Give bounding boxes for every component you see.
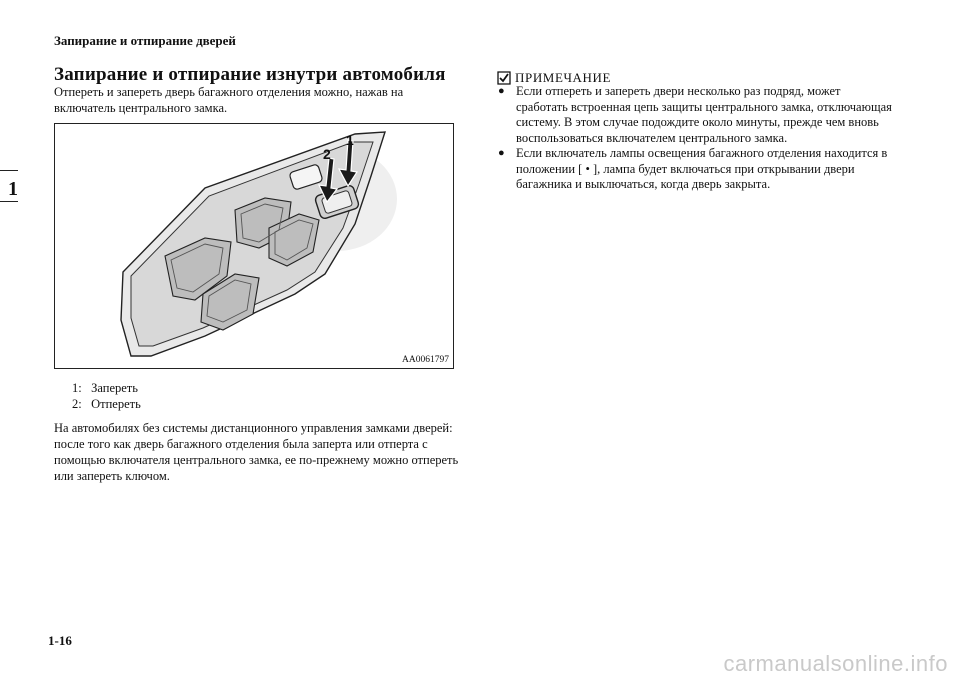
note-list bbox=[498, 84, 893, 193]
intro-text: Отпереть и запереть дверь багажного отделения можно, нажав на включатель центрального замка. bbox=[54, 85, 404, 115]
chapter-number: 1 bbox=[8, 178, 18, 200]
running-header: Запирание и отпирание дверей bbox=[54, 33, 236, 48]
door-switch-illustration bbox=[54, 123, 454, 369]
legend-item-lock: 1: Запереть bbox=[72, 381, 138, 395]
callout-1: 1 bbox=[346, 132, 354, 148]
watermark: carmanualsonline.info bbox=[723, 651, 948, 676]
bullet-icon: ● bbox=[498, 85, 505, 97]
page-number: 1-16 bbox=[48, 633, 72, 648]
bullet-icon: ● bbox=[498, 147, 505, 159]
switch-panel-drawing bbox=[55, 124, 455, 370]
figure-code: AA0061797 bbox=[402, 355, 449, 365]
note-heading: ПРИМЕЧАНИЕ bbox=[497, 70, 611, 86]
figure-legend bbox=[72, 380, 141, 412]
note-item: ● Если включатель лампы освещения багажного отделения находится в положении [ • ], лампа будет включаться при открывании двери багажника и выключаться, когда дверь закрыта. bbox=[498, 146, 888, 191]
body-paragraph: На автомобилях без системы дистанционного управления замками дверей: после того как дверь багажного отделения была заперта или отперта с помощью включателя центрального замка, ее по-прежнему можно отпереть или запереть ключом. bbox=[54, 421, 459, 483]
section-title: Запирание и отпирание изнутри автомобиля bbox=[54, 64, 446, 85]
callout-2: 2 bbox=[323, 146, 331, 162]
note-item: ● Если отпереть и запереть двери несколько раз подряд, может сработать встроенная цепь защиты центрального замка, отключающая систему. В этом случае подождите около минуты, прежде чем вновь воспользоваться включателем центрального замка. bbox=[498, 84, 892, 145]
legend-item-unlock: 2: Отпереть bbox=[72, 397, 141, 411]
